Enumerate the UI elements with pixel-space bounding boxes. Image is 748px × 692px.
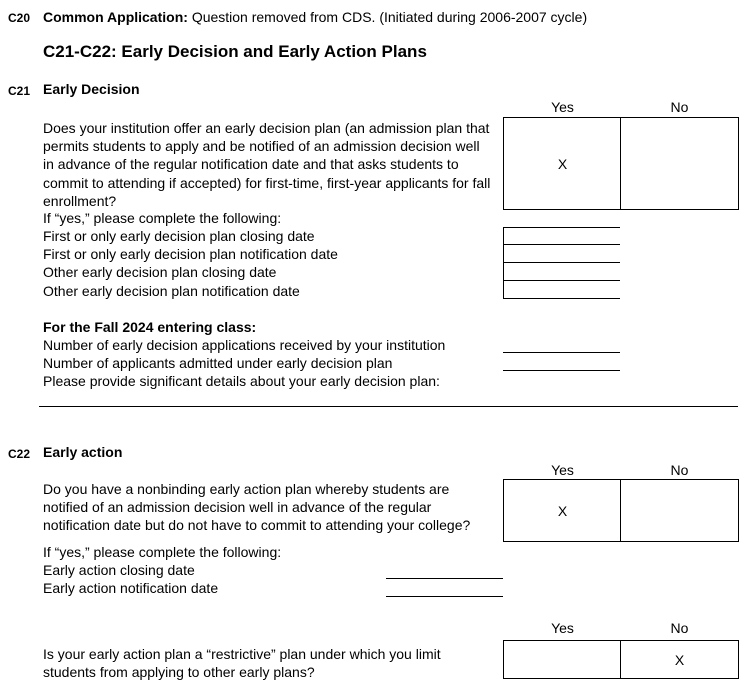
c22-yes-no-box xyxy=(503,479,739,542)
c21-field-label: Other early decision plan notification date xyxy=(43,282,300,299)
c21-question-line: Does your institution offer an early decision plan (an admission plan that xyxy=(43,120,490,136)
c21-question-line: enrollment? xyxy=(43,192,117,209)
c22-fields xyxy=(43,561,218,597)
c21-question-line: in advance of the regular notification date and that asks students to xyxy=(43,156,459,173)
c22-notification-date-field[interactable] xyxy=(386,596,503,597)
c22-question-line: Do you have a nonbinding early action plan whereby students are xyxy=(43,481,450,497)
c22-restrictive-yes-cell[interactable] xyxy=(504,641,621,678)
c21-details-label: Please provide significant details about your early decision plan: xyxy=(43,373,440,390)
c22-question-line: notified of an admission decision well in advance of the regular xyxy=(43,499,432,516)
c22-yes-header: Yes xyxy=(551,462,574,478)
c20-line xyxy=(43,8,587,26)
c21-date-field-border xyxy=(503,227,504,299)
c22-restrictive-question xyxy=(43,645,441,681)
c21-question-line: permits students to apply and be notified of an admission decision well xyxy=(43,138,480,155)
c20-label: Common Application: xyxy=(43,9,188,25)
c21-admitted-field[interactable] xyxy=(503,370,620,371)
c21-field-label: First or only early decision plan notification date xyxy=(43,246,338,263)
c21-fall-field-label: Number of applicants admitted under early decision plan xyxy=(43,355,393,372)
section-heading: C21-C22: Early Decision and Early Action Plans xyxy=(43,42,427,61)
c21-field-closing-date-2[interactable] xyxy=(503,280,620,281)
c22-restrictive-yes-no-box xyxy=(503,640,739,679)
c20-code: C20 xyxy=(8,11,31,25)
c21-yes-no-box xyxy=(503,117,739,210)
c22-question-line: notification date but do not have to commit to attending your college? xyxy=(43,517,471,534)
c21-question xyxy=(43,119,490,210)
c22-no-header: No xyxy=(670,462,689,478)
c22-yes-cell[interactable]: X xyxy=(557,502,568,519)
c22-restrictive-no-cell[interactable]: X xyxy=(674,651,685,668)
c21-applications-received-field[interactable] xyxy=(503,352,620,353)
c21-yes-cell[interactable]: X xyxy=(557,155,568,172)
c21-field-label: First or only early decision plan closing date xyxy=(43,228,315,244)
c22-title: Early action xyxy=(43,444,123,460)
c21-question-line: commit to attending if accepted) for first-time, first-year applicants for fall xyxy=(43,174,491,191)
c21-followup-intro: If “yes,” please complete the following: xyxy=(43,210,282,226)
c21-details-field[interactable] xyxy=(39,406,738,407)
c21-field-closing-date-1[interactable] xyxy=(503,244,620,245)
c21-title: Early Decision xyxy=(43,81,140,97)
c22-closing-date-field[interactable] xyxy=(386,578,503,579)
c22-question xyxy=(43,480,470,535)
c21-fields xyxy=(43,227,338,300)
c21-code: C21 xyxy=(8,84,31,98)
c22-field-label: Early action closing date xyxy=(43,562,195,578)
c22-restrictive-question-line: students from applying to other early plans? xyxy=(43,664,315,681)
c22-field-label: Early action notification date xyxy=(43,580,219,597)
c21-fall-field-label: Number of early decision applications received by your institution xyxy=(43,337,446,353)
c22-followup-intro: If “yes,” please complete the following: xyxy=(43,544,282,560)
c21-field-label: Other early decision plan closing date xyxy=(43,264,277,281)
c21-field-notification-date-1[interactable] xyxy=(503,262,620,263)
c21-yes-header: Yes xyxy=(551,99,574,115)
c22-restrictive-question-line: Is your early action plan a “restrictive” plan under which you limit xyxy=(43,646,441,662)
c21-no-cell[interactable] xyxy=(621,118,738,209)
c21-fall-fields xyxy=(43,336,445,391)
c21-date-line xyxy=(503,227,620,228)
c22-no-cell[interactable] xyxy=(621,480,738,541)
c22-code: C22 xyxy=(8,447,31,461)
c22-restrictive-no-header: No xyxy=(670,620,689,636)
c21-field-notification-date-2[interactable] xyxy=(503,298,620,299)
c21-fall-heading: For the Fall 2024 entering class: xyxy=(43,319,257,335)
c21-no-header: No xyxy=(670,99,689,115)
c20-text: Question removed from CDS. (Initiated during 2006-2007 cycle) xyxy=(191,9,588,25)
c22-restrictive-yes-header: Yes xyxy=(551,620,574,636)
